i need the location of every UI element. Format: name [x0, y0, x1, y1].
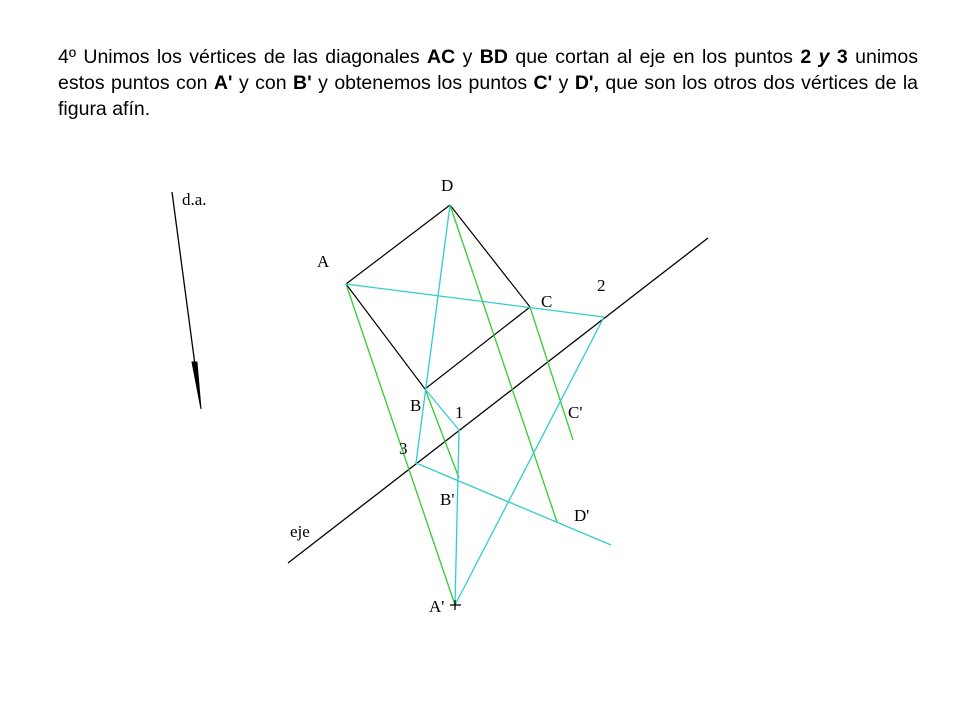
a-prime-marker [450, 600, 461, 610]
label-d-prime: D' [574, 506, 590, 525]
edge-cb [425, 307, 530, 389]
caption-c-prime: C' [533, 72, 553, 94]
label-a-prime: A' [429, 597, 445, 616]
label-a: A [317, 252, 330, 271]
caption-ac: AC [427, 46, 456, 68]
label-point-1: 1 [455, 403, 464, 422]
caption-b-prime: B' [293, 72, 312, 94]
caption-text: que son los otros dos vértices de la figura afín. [58, 72, 919, 120]
caption-text: unimos estos puntos con [58, 46, 919, 94]
caption-point-3: 3 [836, 46, 848, 68]
caption-point-2: 2 [800, 46, 812, 68]
axis-line [288, 238, 708, 563]
ray-d [450, 205, 557, 522]
caption-text: y con [232, 72, 294, 94]
direction-arrow [172, 192, 201, 409]
line-b-1 [425, 389, 459, 430]
direction-label: d.a. [182, 190, 207, 209]
label-b: B [410, 396, 422, 415]
caption-d-prime: D', [574, 72, 599, 94]
label-point-3: 3 [399, 439, 408, 458]
label-c: C [541, 292, 553, 311]
caption-text: y [455, 46, 480, 68]
label-b-prime: B' [440, 490, 455, 509]
caption-bd: BD [479, 46, 508, 68]
caption-text: y [552, 72, 575, 94]
axis-label: eje [290, 522, 310, 541]
label-point-2: 2 [597, 276, 606, 295]
label-d: D [441, 176, 454, 195]
caption-text: que cortan al eje en los puntos [507, 46, 801, 68]
diagonal-ac [346, 284, 604, 317]
diagonal-bd [416, 205, 450, 463]
caption-text: 4º Unimos los vértices de las diagonales [58, 46, 428, 68]
caption-y: y [818, 46, 830, 68]
ray-b [425, 389, 459, 478]
edge-dc [450, 205, 530, 307]
edge-ad [346, 205, 450, 284]
caption-a-prime: A' [213, 72, 233, 94]
edge-ba [346, 284, 425, 389]
label-c-prime: C' [568, 403, 583, 422]
ray-c [530, 307, 573, 440]
line-1-a-prime [455, 430, 459, 605]
line-2-a-prime [455, 317, 604, 605]
caption-text: y obtenemos los puntos [311, 72, 534, 94]
